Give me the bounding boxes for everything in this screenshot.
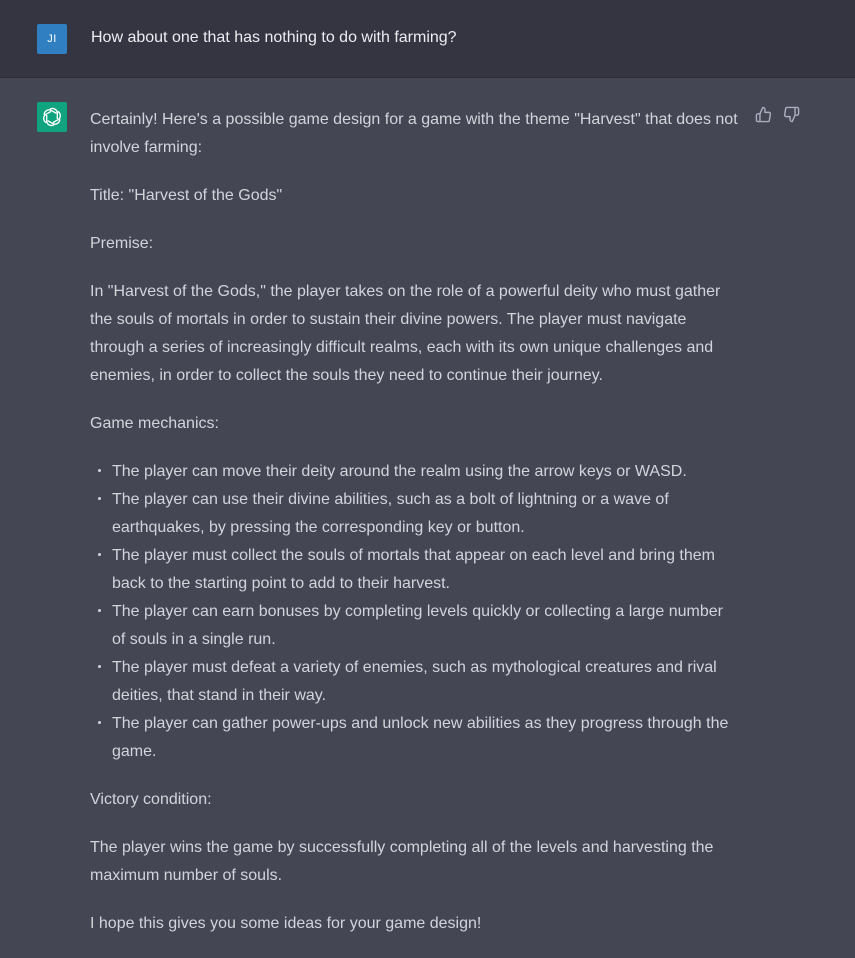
closing-text: I hope this gives you some ideas for your game design! xyxy=(90,915,482,932)
list-item: The player must defeat a variety of enemies, such as mythological creatures and rival deities, that stand in their way. xyxy=(112,654,740,710)
list-item: The player can gather power-ups and unlock new abilities as they progress through the game. xyxy=(112,710,740,766)
user-message-text: How about one that has nothing to do with farming? xyxy=(91,29,457,46)
mechanics-list xyxy=(90,458,740,766)
list-item: The player must collect the souls of mortals that appear on each level and bring them back to the starting point to add to their harvest. xyxy=(112,542,740,598)
user-message-row xyxy=(0,0,855,78)
victory-heading: Victory condition: xyxy=(90,791,212,808)
assistant-message-row xyxy=(0,78,855,955)
premise-text: In "Harvest of the Gods," the player takes on the role of a powerful deity who must gather the souls of mortals in order to sustain their divine powers. The player must navigate through a series of increasingly difficult realms, each with its own unique challenges and enemies, in order to collect the souls they need to continue their journey. xyxy=(90,283,721,384)
mechanics-heading: Game mechanics: xyxy=(90,415,219,432)
premise-heading: Premise: xyxy=(90,235,154,252)
list-item: The player can earn bonuses by completing levels quickly or collecting a large number of souls in a single run. xyxy=(112,598,740,654)
openai-logo-icon xyxy=(41,106,63,128)
list-item: The player can use their divine abilities, such as a bolt of lightning or a wave of earthquakes, by pressing the corresponding key or button. xyxy=(112,486,740,542)
thumbs-up-icon xyxy=(755,106,772,123)
list-item: The player can move their deity around the realm using the arrow keys or WASD. xyxy=(112,458,740,486)
thumbs-down-icon xyxy=(783,106,800,123)
response-intro: Certainly! Here's a possible game design for a game with the theme "Harvest" that does not involve farming: xyxy=(90,111,738,156)
thumbs-up-button[interactable] xyxy=(754,105,772,123)
assistant-response xyxy=(90,106,740,958)
thumbs-down-button[interactable] xyxy=(782,105,800,123)
user-avatar: JI xyxy=(37,24,67,54)
assistant-avatar xyxy=(37,102,67,132)
response-title: Title: "Harvest of the Gods" xyxy=(90,187,283,204)
feedback-controls xyxy=(754,105,800,123)
victory-text: The player wins the game by successfully completing all of the levels and harvesting the maximum number of souls. xyxy=(90,839,714,884)
